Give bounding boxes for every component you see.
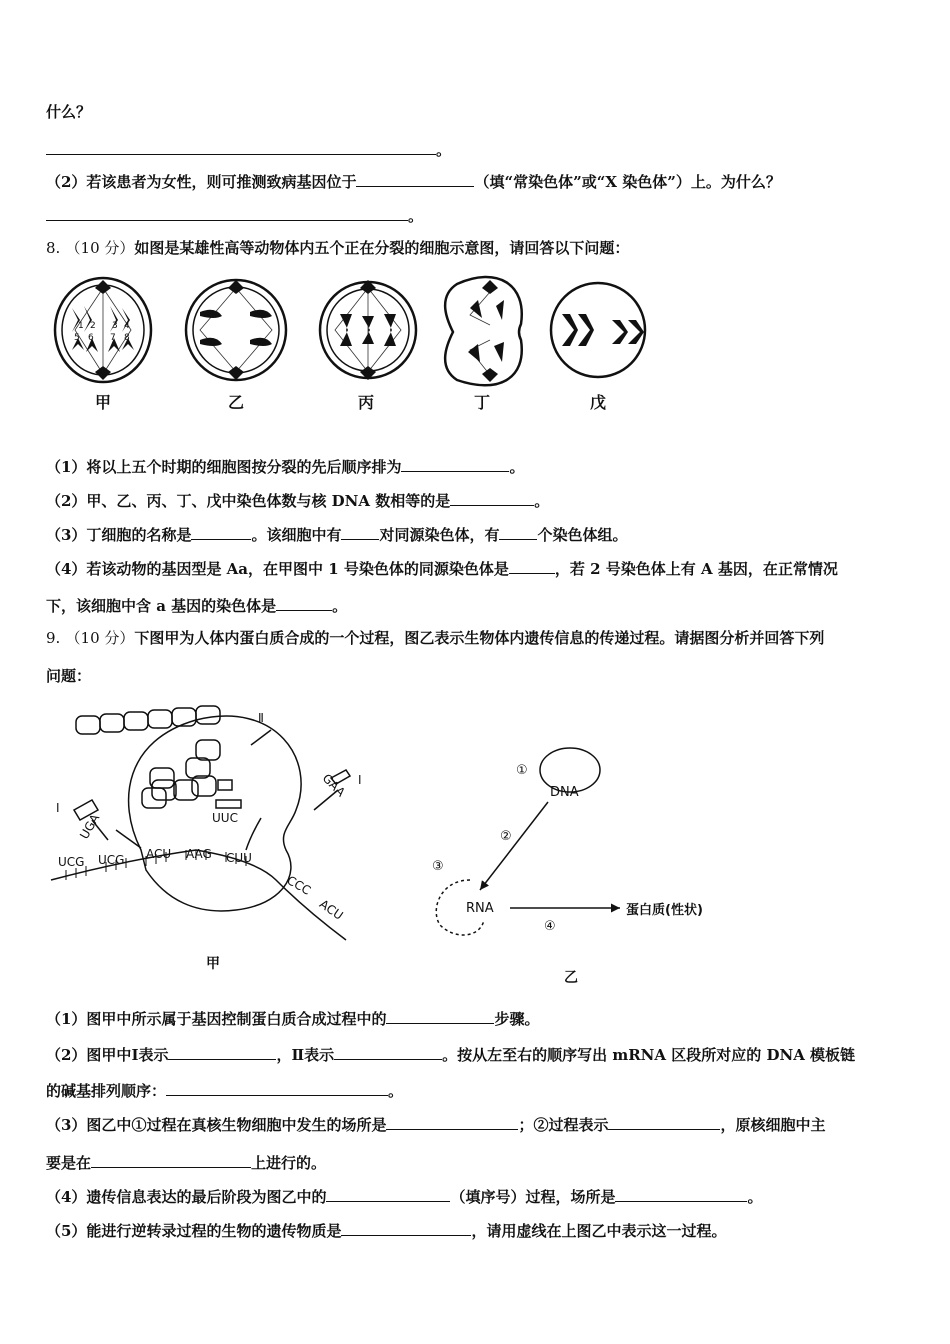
answer-blank[interactable] — [608, 1113, 720, 1130]
q9-part3-cont: 要是在 上进行的。 — [46, 1151, 326, 1173]
answer-blank[interactable] — [356, 170, 474, 187]
answer-blank[interactable] — [386, 1113, 518, 1130]
codon-label: UCG — [98, 853, 125, 867]
answer-blank[interactable] — [276, 594, 332, 611]
answer-blank[interactable] — [334, 1043, 442, 1060]
figure-label: 乙 — [564, 970, 578, 986]
q8-part2: （2）甲、乙、丙、丁、戊中染色体数与核 DNA 数相等的是 。 — [46, 489, 549, 511]
cell-label: 甲 — [94, 393, 112, 412]
cell-label: 乙 — [227, 393, 245, 412]
q9-stem: 9. （10 分）下图甲为人体内蛋白质合成的一个过程，图乙表示生物体内遗传信息的传递过程。请据图分析并回答下列 — [46, 629, 825, 647]
codon-label: ACU — [316, 896, 346, 923]
codon-label: CUU — [226, 851, 252, 865]
cell-ding — [445, 277, 522, 385]
q9-stem-cont: 问题： — [46, 667, 92, 685]
roman-label: I — [56, 801, 60, 815]
chromosome-number: 5 — [74, 333, 80, 343]
q7-answer-line-1: 。 — [46, 138, 451, 160]
answer-blank[interactable] — [166, 1079, 388, 1096]
answer-blank[interactable] — [615, 1185, 747, 1202]
q8-part1: （1）将以上五个时期的细胞图按分裂的先后顺序排为 。 — [46, 455, 524, 477]
answer-blank[interactable] — [326, 1185, 450, 1202]
rna-label: RNA — [466, 901, 494, 916]
roman-label: Ⅱ — [258, 711, 264, 725]
chromosome-number: 8 — [124, 333, 130, 343]
q8-stem: 8. （10 分）如图是某雄性高等动物体内五个正在分裂的细胞示意图，请回答以下问题： — [46, 239, 630, 257]
q8-part4-cont: 下，该细胞中含 a 基因的染色体是 。 — [46, 594, 347, 616]
chromosome-number: 1 — [78, 321, 84, 331]
step-label: ③ — [432, 859, 444, 874]
cell-yi — [186, 280, 286, 380]
chromosome-number: 6 — [88, 333, 94, 343]
roman-label: I — [358, 773, 362, 787]
step-label: ④ — [544, 919, 556, 934]
q8-cell-figure — [50, 270, 660, 420]
q9-part3: （3）图乙中①过程在真核生物细胞中发生的场所是 ；②过程表示 ，原核细胞中主 — [46, 1113, 825, 1135]
q7-answer-line-2: 。 — [46, 204, 423, 226]
q9-part5: （5）能进行逆转录过程的生物的遗传物质是 ，请用虚线在上图乙中表示这一过程。 — [46, 1219, 726, 1241]
q9-part4: （4）遗传信息表达的最后阶段为图乙中的 （填序号）过程，场所是 。 — [46, 1185, 762, 1207]
q8-part4: （4）若该动物的基因型是 Aa，在甲图中 1 号染色体的同源染色体是 ，若 2 号染色体上有 A 基因，在正常情况 — [46, 557, 838, 579]
q9-part2: （2）图甲中Ⅰ表示 ，Ⅱ表示 。按从左至右的顺序写出 mRNA 区段所对应的 DNA 模板链 — [46, 1043, 855, 1065]
anticodon-label: UUC — [212, 811, 238, 825]
cell-label: 戊 — [589, 393, 607, 412]
answer-blank[interactable] — [401, 455, 509, 472]
cell-label: 丙 — [357, 393, 375, 412]
dna-label: DNA — [550, 785, 579, 800]
answer-blank[interactable] — [191, 523, 251, 540]
codon-label: UCG — [58, 855, 85, 869]
codon-label: ACU — [146, 847, 172, 861]
answer-blank[interactable] — [386, 1007, 494, 1024]
answer-blank[interactable] — [341, 523, 379, 540]
answer-blank[interactable] — [450, 489, 534, 506]
answer-blank[interactable] — [168, 1043, 276, 1060]
anticodon-label: GAA — [319, 771, 348, 800]
answer-blank[interactable] — [91, 1151, 251, 1168]
answer-blank[interactable] — [46, 138, 436, 155]
chromosome-number: 2 — [90, 321, 96, 331]
q8-part3: （3）丁细胞的名称是 。该细胞中有 对同源染色体，有 个染色体组。 — [46, 523, 628, 545]
q9-figure-jia — [46, 700, 376, 980]
chromosome-number: 3 — [112, 321, 118, 331]
q9-figure-yi — [420, 740, 740, 990]
q9-part2-cont: 的碱基排列顺序： 。 — [46, 1079, 403, 1101]
answer-blank[interactable] — [341, 1219, 471, 1236]
figure-label: 甲 — [206, 956, 220, 972]
step-label: ② — [500, 829, 512, 844]
step-label: ① — [516, 763, 528, 778]
q9-part1: （1）图甲中所示属于基因控制蛋白质合成过程中的 步骤。 — [46, 1007, 539, 1029]
codon-label: CCC — [284, 873, 314, 898]
codon-label: AAG — [186, 847, 212, 861]
anticodon-label: UGA — [77, 811, 103, 842]
q7-continuation: 什么？ — [46, 103, 92, 121]
cell-wu — [551, 283, 645, 377]
answer-blank[interactable] — [46, 204, 408, 221]
answer-blank[interactable] — [509, 557, 555, 574]
chromosome-number: 7 — [110, 333, 116, 343]
protein-label: 蛋白质(性状) — [626, 903, 703, 918]
cell-label: 丁 — [473, 393, 491, 412]
q7-part2: （2）若该患者为女性，则可推测致病基因位于 （填“常染色体”或“X 染色体”）上。为什么？ — [46, 170, 781, 192]
answer-blank[interactable] — [499, 523, 537, 540]
chromosome-number: 4 — [124, 321, 130, 331]
